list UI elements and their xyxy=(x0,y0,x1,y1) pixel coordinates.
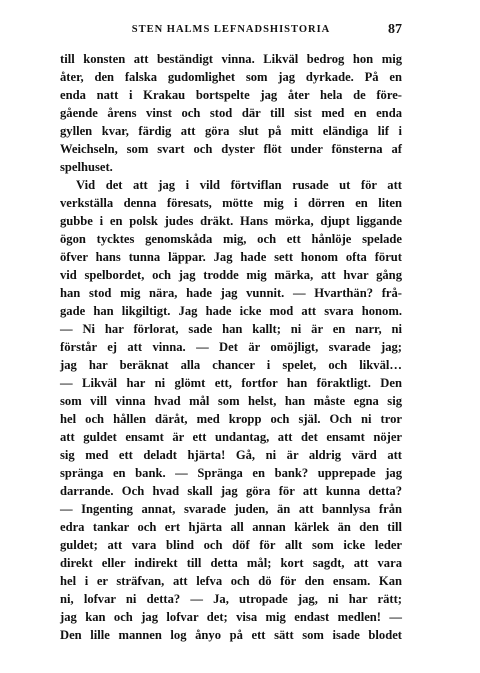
text-line: ni, lofvar ni detta? — Ja, utropade jag, ni har rätt; xyxy=(60,592,402,606)
text-line: spelhuset. xyxy=(60,160,113,174)
text-line: Vid det att jag i vild förtviflan rusade ut för att xyxy=(76,178,402,192)
text-line: jag kan och jag lofvar det; visa mig endast medlen! — xyxy=(60,610,402,624)
text-line: vid spelbordet, och jag trodde mig märka, att hvar gång xyxy=(60,268,402,282)
text-line: öfver hans tunna läppar. Jag hade sett honom ofta förut xyxy=(60,250,402,264)
text-line: direkt eller indirekt till detta mål; kort sagdt, att vara xyxy=(60,556,402,570)
text-line: — Ingenting annat, svarade juden, än att bannlysa från xyxy=(60,502,402,516)
text-line: som vill vinna hvad mål som helst, han måste egna sig xyxy=(60,394,402,408)
text-line: hel i er sträfvan, att lefva och dö för den ensam. Kan xyxy=(60,574,402,588)
text-line: edra tankar och ert hjärta all annan kärlek än den till xyxy=(60,520,402,534)
text-line: — Likväl har ni glömt ett, fortfor han föraktligt. Den xyxy=(60,376,402,390)
text-line: gubbe i en polsk judes dräkt. Hans mörka, djupt liggande xyxy=(60,214,402,228)
text-line: spränga en bank. — Spränga en bank? upprepade jag xyxy=(60,466,402,480)
running-title: STEN HALMS LEFNADSHISTORIA xyxy=(131,24,331,35)
text-line: gade han likgiltigt. Jag hade icke mod att svara honom. xyxy=(60,304,402,318)
text-line: Den lille mannen log ånyo på ett sätt som isade blodet xyxy=(60,628,402,642)
text-line: enda natt i Krakau bortspelte jag åter hela de före- xyxy=(60,88,402,102)
text-line: åter, den falska gudomlighet som jag dyrkade. På en xyxy=(60,70,402,84)
text-line: förstår ej att vinna. — Det är omöjligt, svarade jag; xyxy=(60,340,402,354)
text-line: jag har beräknat alla chancer i spelet, och likväl… xyxy=(60,358,402,372)
text-line: till konsten att beständigt vinna. Likväl bedrog hon mig xyxy=(60,52,402,66)
text-line: sig med ett deladt hjärta! Gå, ni är aldrig värd att xyxy=(60,448,402,462)
text-line: gående årens vinst och stod där till sist med en enda xyxy=(60,106,402,120)
running-header xyxy=(60,22,402,42)
body-text xyxy=(60,50,402,644)
text-line: guldet; att vara blind och döf för allt som icke leder xyxy=(60,538,402,552)
text-line: hel och hållen däråt, med kropp och själ. Och ni tror xyxy=(60,412,402,426)
page-number: 87 xyxy=(388,22,402,37)
text-line: att guldet ensamt är ett undantag, att det ensamt nöjer xyxy=(60,430,402,444)
text-line: gyllen kvar, färdig att göra slut på mitt eländiga lif i xyxy=(60,124,402,138)
text-line: — Ni har förlorat, sade han kallt; ni är en narr, ni xyxy=(60,322,402,336)
text-line: han stod mig nära, hade jag vunnit. — Hvarthän? frå- xyxy=(60,286,402,300)
text-line: Weichseln, som svart och dyster flöt under fönsterna af xyxy=(60,142,402,156)
text-line: darrande. Och hvad skall jag göra för att kunna detta? xyxy=(60,484,402,498)
text-line: ögon tycktes genomskåda mig, och ett hånlöje spelade xyxy=(60,232,402,246)
text-line: verkställa denna föresats, mötte mig i dörren en liten xyxy=(60,196,402,210)
